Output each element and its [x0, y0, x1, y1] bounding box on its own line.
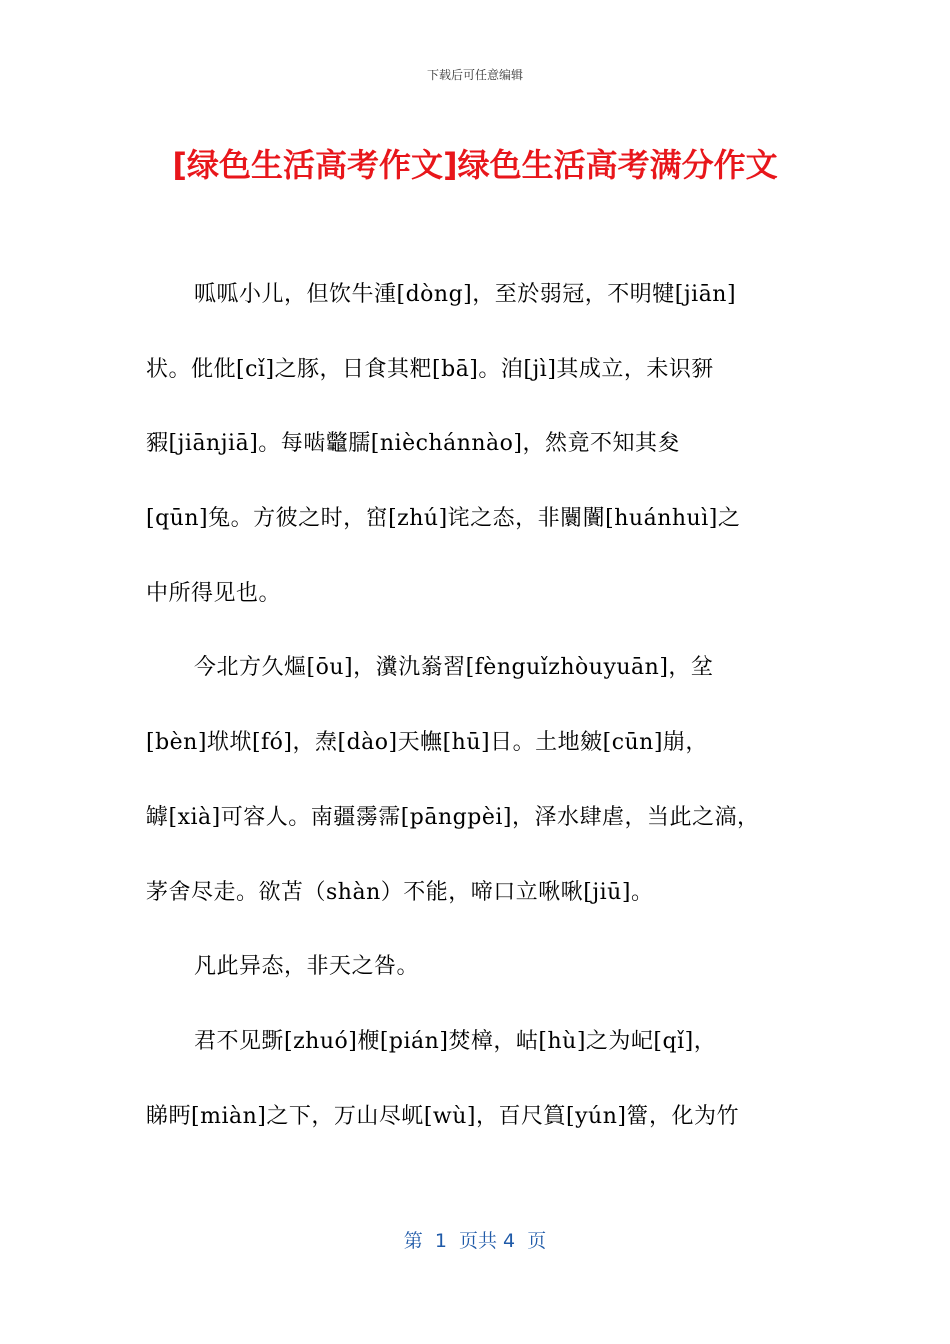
paragraph-line: 茅舍尽走。欲苫（shàn）不能，啼口立啾啾[jiū]。	[146, 879, 654, 905]
paragraph-line: 今北方久熰[ōu]，瀵氿嵡習[fènguǐzhòuyuān]，坌	[194, 655, 714, 681]
document-body	[146, 276, 826, 1172]
paragraph-line: 豭[jiānjiā]。每啮龞臑[nièchánnào]，然竟不知其夋	[146, 431, 680, 457]
paragraph-line: 呱呱小儿，但饮牛湩[dòng]，至於弱冠，不明犍[jiān]	[194, 282, 737, 307]
paragraph-line: 中所得见也。	[146, 580, 282, 606]
paragraph-line: 睇眄[miàn]之下，万山尽屼[wù]，百尺篔[yún]簹，化为竹	[146, 1103, 739, 1129]
paragraph-line: [bèn]垘垘[fó]，焘[dào]天幠[hū]日。土地皴[cūn]崩，	[146, 730, 708, 756]
paragraph-line: 罅[xià]可容人。南疆霶霈[pāngpèi]，泽水肆虐，当此之滈，	[146, 804, 760, 830]
document-title: [绿色生活高考作文]绿色生活高考满分作文	[172, 146, 778, 184]
page-number-footer: 第 1 页共 4 页	[403, 1230, 547, 1252]
paragraph-line: [qūn]兔。方彼之时，窋[zhú]诧之态，非闤闠[huánhuì]之	[146, 506, 741, 532]
header-note: 下载后可任意编辑	[426, 68, 523, 82]
paragraph-line: 状。仳仳[cǐ]之豚，日食其粑[bā]。洎[jì]其成立，未识豜	[146, 356, 714, 382]
paragraph-line: 凡此异态，非天之咎。	[194, 954, 420, 980]
paragraph-line: 君不见斲[zhuó]楩[pián]焚樟，岵[hù]之为屺[qǐ]，	[194, 1028, 717, 1054]
